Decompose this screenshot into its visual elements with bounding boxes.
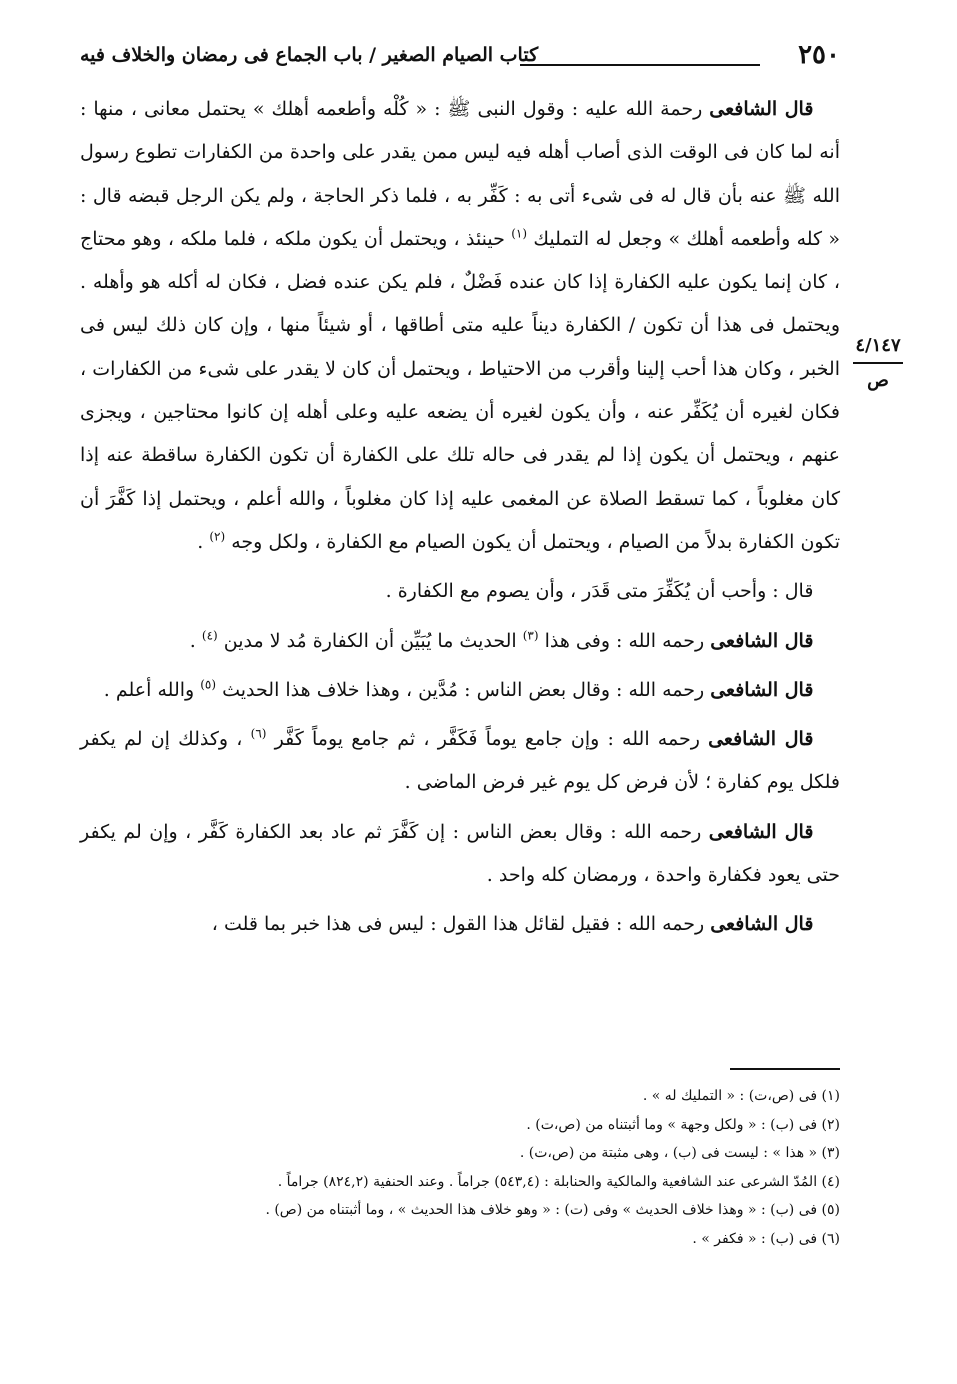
- paragraph-text-continued: والله أعلم .: [103, 678, 195, 701]
- paragraph-end: .: [189, 629, 202, 652]
- paragraph-3: [80, 620, 840, 663]
- footnote-marker: (٢): [209, 529, 226, 544]
- footnote-marker: (٥): [200, 677, 217, 692]
- running-title: كتاب الصيام الصغير / باب الجماع فى رمضان والخلاف فيه: [80, 44, 539, 66]
- paragraph-text: رحمه الله : وقال بعض الناس : إن كَفَّرَ ثم عاد بعد الكفارة كَفَّر ، وإن لم يكفر حتى يعود فكفارة واحدة ، ورمضان كله واحد .: [80, 820, 840, 887]
- footnote-marker: (٣): [522, 628, 539, 643]
- paragraph-4: [80, 669, 840, 712]
- paragraph-text: قال : وأحب أن يُكَفِّرَ متى قَدَر ، وأن يصوم مع الكفارة .: [385, 580, 814, 603]
- paragraph-text: رحمه الله : وفى هذا: [544, 629, 705, 652]
- paragraph-text: رحمه الله : فقيل لقائل هذا القول : ليس فى هذا خبر بما قلت ،: [211, 913, 705, 936]
- page-header: [80, 40, 840, 80]
- footnote-separator: [730, 1068, 840, 1070]
- footnote-marker: (٤): [201, 628, 218, 643]
- paragraph-text-continued: ، وكذلك إن لم يكفر فلكل يوم كفارة ؛ لأن فرض كل يوم غير فرض الماضى .: [80, 728, 840, 794]
- footnote-3: (٣) « هذا » : ليست فى (ب) ، وهى مثبتة من (ص،ت) .: [519, 1145, 840, 1161]
- paragraph-6: [80, 811, 840, 898]
- paragraph-7: [80, 903, 840, 946]
- footnote-6: (٦) فى (ب) : « فكفر » .: [692, 1230, 840, 1247]
- paragraph-2: [80, 570, 840, 613]
- footnote-4: (٤) المُدّ الشرعى عند الشافعية والمالكية والحنابلة : (٥٤٣,٤) جراماً . وعند الحنفية (٨٢٤,٢) جراماً .: [277, 1173, 840, 1190]
- margin-rule: [853, 362, 903, 364]
- speaker-label: قال الشافعى: [710, 629, 814, 652]
- speaker-label: قال الشافعى: [710, 913, 814, 936]
- footnote-marker: (٦): [250, 726, 267, 741]
- margin-reference: [848, 335, 908, 391]
- page-number: ٢٥٠: [798, 40, 840, 70]
- paragraph-text-continued: الحديث ما يُبَيِّن أن الكفارة مُد لا مدين: [223, 629, 517, 652]
- paragraph-1: [80, 88, 840, 564]
- paragraph-5: [80, 718, 840, 805]
- main-text: [80, 88, 840, 953]
- paragraph-text-continued: حينئذ ، ويحتمل أن يكون ملكه ، فلما ملكه ، وهو محتاج ، كان إنما يكون عليه الكفارة إذا كان عنده فَضْلٌ ، فلم يكن عنده فضل ، فكان له أكله هو وأهله . ويحتمل فى هذا أن تكون / الكفارة ديناً عليه متى أطاقها ، أو شيئاً منها ، وإن كان ذلك ليس فى الخبر ، وكان هذا أحب إلينا وأقرب من الاحتياط ، ويحتمل أن كان لا يقدر على شىء من الكفارات ، فكان لغيره أن يُكَفِّر عنه ، وأن يكون لغيره أن يضعه عليه وعلى أهله إن كانوا محتاجين ، ويجزى عنهم ، ويحتمل أن يكون إذا لم يقدر فى حاله تلك على الكفارة أن تكون الكفارة ساقطة عنه إذا كان مغلوباً ، كما تسقط الصلاة عن المغمى عليه إذا كان مغلوباً ، والله أعلم ، ويحتمل إذا كَفَّرَ أن تكون الكفارة بدلاً من الصيام ، ويحتمل أن يكون الصيام مع الكفارة ، ولكل وجه: [80, 227, 840, 553]
- speaker-label: قال الشافعى: [708, 728, 814, 751]
- header-rule: [520, 64, 760, 66]
- footnote-2: (٢) فى (ب) : « ولكل وجهة » وما أثبتناه من (ص،ت) .: [526, 1116, 840, 1133]
- margin-ref-number: ٤/١٤٧: [855, 335, 901, 356]
- margin-ms-siglum: ص: [867, 370, 889, 391]
- speaker-label: قال الشافعى: [709, 98, 814, 120]
- paragraph-text: رحمة الله عليه : وقول النبى ﷺ : « كُلْه وأطعمه أهلك » يحتمل معانى ، منها : أنه لما كان فى الوقت الذى أصاب أهله فيه ليس ممن يقدر على واحدة من الكفارات تطوع رسول الله ﷺ عنه بأن قال له فى شىء أتى به : كَفِّر به ، فلما ذكر الحاجة ، ولم يكن الرجل قبضه قال : « كله وأطعمه أهلك » وجعل له التمليك: [80, 98, 841, 250]
- paragraph-end: .: [197, 530, 210, 553]
- footnote-5: (٥) فى (ب) : « وهذا خلاف الحديث » وفى (ت) : « وهو خلاف هذا الحديث » ، وما أثبتناه من (ص) .: [265, 1202, 840, 1218]
- footnote-1: (١) فى (ص،ت) : « التمليك له » .: [642, 1088, 840, 1104]
- paragraph-text: رحمه الله : وإن جامع يوماً فَكَفَّر ، ثم جامع يوماً كَفَّر: [274, 728, 700, 751]
- speaker-label: قال الشافعى: [710, 678, 814, 701]
- speaker-label: قال الشافعى: [708, 820, 814, 843]
- footnotes: [80, 1082, 840, 1253]
- footnote-marker: (١): [511, 226, 528, 241]
- paragraph-text: رحمه الله : وقال بعض الناس : مُدَّين ، وهذا خلاف هذا الحديث: [222, 678, 705, 701]
